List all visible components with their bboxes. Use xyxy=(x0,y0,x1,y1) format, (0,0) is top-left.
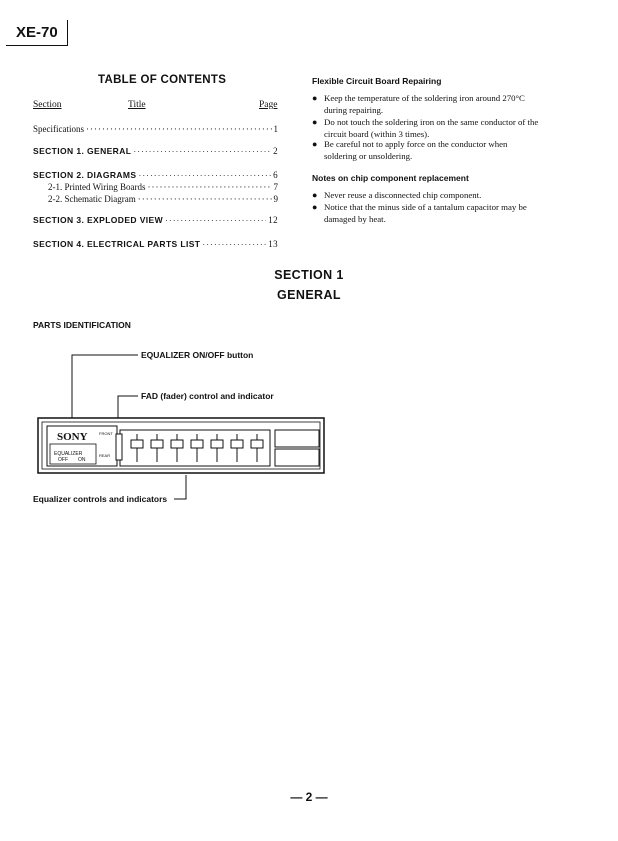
device-rear-label: REAR xyxy=(99,453,111,458)
callout-fad: FAD (fader) control and indicator xyxy=(141,391,274,401)
toc-row-page: 7 xyxy=(273,182,278,192)
device-brand: SONY xyxy=(57,431,88,443)
bullet-icon: ● xyxy=(312,202,318,212)
toc-row-page: 2 xyxy=(273,146,278,156)
toc-col-section: Section xyxy=(33,100,62,110)
toc-row-page: 1 xyxy=(273,124,278,134)
model-number: XE-70 xyxy=(16,24,58,41)
toc-row-label: 2-1. Printed Wiring Boards xyxy=(48,182,146,192)
toc-row-label: SECTION 3. EXPLODED VIEW xyxy=(33,215,164,225)
bullet-icon: ● xyxy=(312,190,318,200)
toc-row-page: 9 xyxy=(273,194,278,204)
toc-row-label: SECTION 2. DIAGRAMS xyxy=(33,170,137,180)
device-front-label: FRONT xyxy=(99,431,113,436)
toc-row-page: 6 xyxy=(273,170,278,180)
section-name: GENERAL xyxy=(277,288,341,302)
section-number: SECTION 1 xyxy=(274,268,344,282)
page-number: — 2 — xyxy=(290,790,328,804)
repair-note-1: ● Keep the temperature of the soldering iron around 270°C during repairing. xyxy=(312,93,525,115)
equalizer-unit-illustration xyxy=(38,418,324,473)
toc-row-label: Specifications xyxy=(33,124,84,134)
toc-row-page: 12 xyxy=(268,215,278,225)
device-off-label: OFF xyxy=(58,457,68,463)
repair-heading: Flexible Circuit Board Repairing xyxy=(312,76,442,86)
bullet-icon: ● xyxy=(312,117,318,127)
toc-col-page: Page xyxy=(259,100,278,110)
toc-title: TABLE OF CONTENTS xyxy=(98,74,227,86)
callout-eq-controls: Equalizer controls and indicators xyxy=(33,494,168,504)
leader-line-eq-controls xyxy=(174,475,186,499)
chip-note-1: ● Never reuse a disconnected chip component. xyxy=(312,190,482,200)
toc-row-label: SECTION 4. ELECTRICAL PARTS LIST xyxy=(33,239,201,249)
device-on-label: ON xyxy=(78,457,86,463)
bullet-icon: ● xyxy=(312,139,318,149)
chip-heading: Notes on chip component replacement xyxy=(312,173,469,183)
toc-row-label: 2-2. Schematic Diagram xyxy=(48,194,136,204)
toc-col-title: Title xyxy=(128,100,146,110)
chip-note-2: ● Notice that the minus side of a tantalum capacitor may be damaged by heat. xyxy=(312,202,527,224)
callout-eq-button: EQUALIZER ON/OFF button xyxy=(141,350,254,360)
device-eq-label: EQUALIZER xyxy=(54,451,83,457)
parts-identification-heading: PARTS IDENTIFICATION xyxy=(33,320,131,330)
bullet-icon: ● xyxy=(312,93,318,103)
toc-row-label: SECTION 1. GENERAL xyxy=(33,146,132,156)
repair-note-2: ● Do not touch the soldering iron on the same conductor of the circuit board (within 3 times). xyxy=(312,117,539,139)
repair-note-3: ● Be careful not to apply force on the conductor when soldering or unsoldering. xyxy=(312,139,508,161)
toc-row-page: 13 xyxy=(268,239,278,249)
